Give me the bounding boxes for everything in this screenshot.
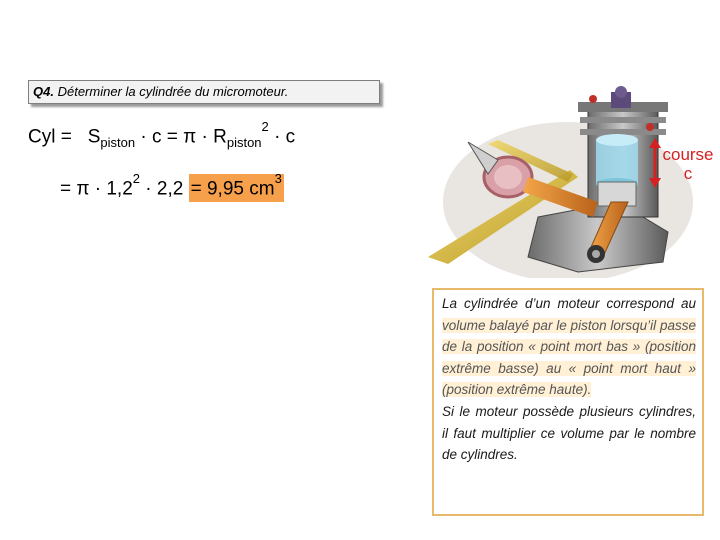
formula-middle: · c = π · R bbox=[140, 126, 227, 148]
formula2-mid: · 2,2 bbox=[145, 178, 184, 200]
formula-lhs: Cyl bbox=[28, 126, 56, 148]
formula-tail: · c bbox=[274, 126, 296, 148]
question-box bbox=[28, 80, 380, 104]
formula-line-1 bbox=[28, 119, 296, 151]
explanation-box bbox=[432, 288, 704, 516]
course-label bbox=[656, 145, 720, 183]
formula2-start: = π · 1,2 bbox=[60, 178, 133, 200]
explanation-paragraph-2: Si le moteur possède plusieurs cylindres, il faut multiplier ce volume par le nombre de cylindres. bbox=[442, 403, 696, 463]
formula-s: S bbox=[87, 126, 101, 148]
explanation-highlight: volume balayé par le piston lorsqu’il passe de la position « point mort bas » (position extrême basse) au « point mort haut » (position extrême haute). bbox=[442, 317, 696, 398]
explanation-start: La cylindrée d’un moteur correspond au bbox=[442, 296, 696, 311]
question-text: Déterminer la cylindrée du micromoteur. bbox=[57, 84, 289, 99]
formula-result-highlight bbox=[189, 171, 284, 202]
question-number: Q4. bbox=[33, 84, 54, 99]
formula-s-sub: piston bbox=[100, 135, 136, 151]
formula-r-exp: 2 bbox=[261, 119, 269, 134]
explanation-paragraph-1 bbox=[442, 293, 696, 401]
course-label-word: course bbox=[662, 145, 714, 164]
formula-line-2 bbox=[60, 171, 284, 202]
formula-r-sub: piston bbox=[226, 135, 262, 151]
formula2-exp: 2 bbox=[132, 171, 141, 186]
formula2-unit-exp: 3 bbox=[274, 171, 282, 186]
formula-equals: = bbox=[60, 126, 72, 148]
course-label-symbol: c bbox=[683, 164, 693, 183]
formula2-result: = 9,95 bbox=[190, 178, 244, 200]
formula2-unit: cm bbox=[249, 178, 275, 200]
